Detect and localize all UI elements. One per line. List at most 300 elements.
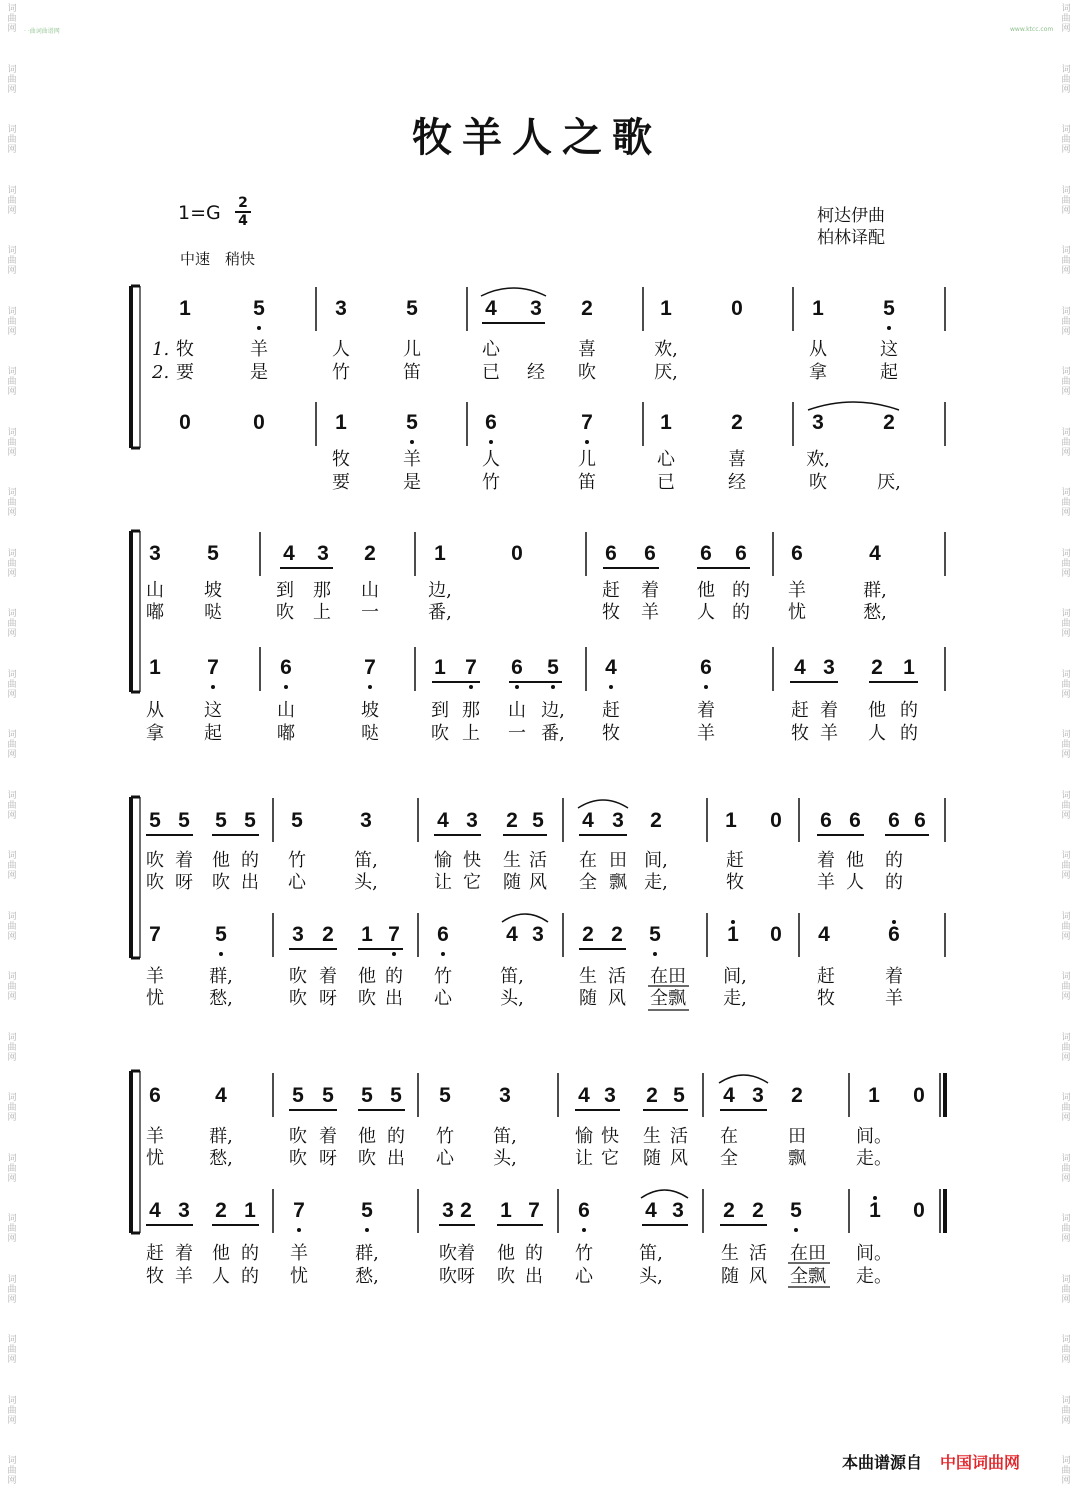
note-voice1: 5	[322, 1084, 334, 1107]
lyric-verse2: 已	[482, 362, 500, 383]
note-voice2: 7	[149, 923, 161, 946]
note-voice1: 1	[868, 1084, 880, 1107]
lyric-voice2-verse2: 心	[434, 988, 452, 1009]
lyric-verse2: 牧	[602, 602, 620, 623]
lyric-voice2-verse1: 赶	[602, 700, 620, 721]
lyric-voice2-verse1: 从	[146, 700, 164, 721]
lyric-verse1: 赶	[726, 850, 744, 871]
lyric-voice2-verse2: 呀	[319, 988, 337, 1009]
note-voice1: 5	[207, 542, 219, 565]
note-voice2: 7	[528, 1199, 540, 1222]
lyric-verse2: 忧	[788, 602, 806, 623]
note-voice1: 3	[466, 809, 478, 832]
slur	[808, 402, 899, 410]
lyric-verse1: 田	[788, 1126, 806, 1147]
lyric-voice2-verse2: 走。	[856, 1266, 892, 1287]
lyric-verse1: 吹	[146, 850, 164, 871]
note-voice1: 5	[244, 809, 256, 832]
lyric-voice2-verse1: 山	[508, 700, 526, 721]
lyric-verse1: 快	[601, 1126, 619, 1147]
watermark-left: 词 曲 网	[7, 609, 17, 639]
lyric-verse1: 他	[846, 850, 864, 871]
lyric-voice2-verse2: 的	[900, 723, 918, 744]
lyric-verse1: 间。	[856, 1126, 892, 1147]
note-voice2: 0	[179, 411, 191, 434]
note-voice1: 3	[317, 542, 329, 565]
watermark-left: 词 曲 网	[7, 64, 17, 95]
note-voice1: 0	[511, 542, 523, 565]
note-voice2: 5	[215, 923, 227, 946]
lyric-verse2: 它	[601, 1148, 619, 1169]
lyric-voice2-verse1: 喜	[728, 449, 746, 470]
note-voice2: 3	[672, 1199, 684, 1222]
note-voice2: 6	[437, 923, 449, 946]
lyric-voice2-verse2: 吹	[431, 723, 449, 744]
lyric-verse2: 的	[732, 602, 750, 623]
footer	[842, 1450, 1020, 1473]
lyric-verse1: 吹	[289, 1126, 307, 1147]
octave-dot-below	[365, 1228, 369, 1232]
note-voice1: 2	[506, 809, 518, 832]
note-voice2: 2	[611, 923, 623, 946]
lyric-verse2: 走,	[644, 872, 668, 893]
lyric-voice2-verse1: 在田	[790, 1243, 826, 1264]
lyric-verse1: 羊	[788, 580, 806, 601]
lyric-voice2-verse1: 这	[204, 700, 222, 721]
footer-site-link[interactable]: 中国词曲网	[940, 1453, 1021, 1472]
watermark-right: 词 曲 网	[1061, 1335, 1071, 1365]
lyric-voice2-verse1: 着	[697, 700, 715, 721]
watermark-right: 词 曲 网	[1061, 911, 1071, 942]
lyric-verse1: 愉	[434, 850, 452, 871]
lyric-verse1: 愉	[575, 1126, 593, 1147]
octave-dot-below	[794, 1228, 798, 1232]
note-voice1: 3	[612, 809, 624, 832]
note-voice2: 1	[434, 656, 446, 679]
watermark-left: 词 曲 网	[7, 548, 17, 579]
lyric-voice2-verse2: 忧	[146, 988, 164, 1009]
watermark-right: 词 曲 网	[1061, 367, 1071, 397]
lyric-voice2-verse2: 出	[385, 988, 403, 1009]
note-voice1: 5	[361, 1084, 373, 1107]
note-voice2: 6	[511, 656, 523, 679]
lyric-verse2: 出	[387, 1148, 405, 1169]
watermark-right: 词 曲 网	[1061, 64, 1071, 95]
lyric-voice2-verse1: 笛,	[639, 1243, 663, 1264]
watermark-left: 词 曲 网	[7, 1456, 17, 1486]
lyric-voice2-verse2: 忧	[290, 1266, 308, 1287]
footer-source: 本曲谱源自	[842, 1453, 923, 1472]
lyric-verse1: 他	[697, 580, 715, 601]
note-voice2: 0	[770, 923, 782, 946]
watermark-right: 词 曲 网	[1061, 972, 1071, 1002]
lyric-voice2-verse1: 那	[462, 700, 480, 721]
note-voice2: 7	[207, 656, 219, 679]
lyric-verse2: 牧	[726, 872, 744, 893]
note-voice1: 4	[437, 809, 449, 832]
lyric-verse2: 番,	[428, 602, 452, 623]
note-voice2: 7	[293, 1199, 305, 1222]
lyric-verse1: 着	[319, 1126, 337, 1147]
watermark-right: 词 曲 网	[1061, 1456, 1071, 1486]
note-voice2: 3	[178, 1199, 190, 1222]
note-voice2: 4	[818, 923, 830, 946]
lyric-voice2-verse1: 儿	[578, 449, 596, 470]
note-voice1: 1	[725, 809, 737, 832]
lyric-verse2: 随	[643, 1148, 661, 1169]
watermark-right: 词 曲 网	[1061, 1214, 1071, 1244]
watermark-right: 词 曲 网	[1061, 1395, 1071, 1426]
watermark-right: 词 曲 网	[1061, 488, 1071, 518]
lyric-verse1: 田	[609, 850, 627, 871]
lyric-voice2-verse2: 经	[728, 472, 746, 493]
lyric-voice2-verse2: 心	[575, 1266, 593, 1287]
note-voice1: 5	[253, 297, 265, 320]
note-voice2: 1	[244, 1199, 256, 1222]
lyric-verse2: 厌,	[654, 362, 678, 383]
watermark-left: 词 曲 网	[7, 1274, 17, 1305]
lyric-verse1: 竹	[436, 1126, 454, 1147]
lyric-voice2-verse2: 吹	[358, 988, 376, 1009]
lyric-verse2: 嘟	[146, 602, 164, 623]
lyric-verse1: 的	[885, 850, 903, 871]
lyric-verse1: 着	[175, 850, 193, 871]
watermark-left: 词 曲 网	[7, 488, 17, 518]
watermark-right: 词 曲 网	[1061, 1153, 1071, 1184]
watermark-left: 词 曲 网	[7, 1395, 17, 1426]
lyric-verse2: 的	[885, 872, 903, 893]
watermark-right: 词 曲 网	[1061, 427, 1071, 458]
lyric-verse1: 坡	[204, 580, 222, 601]
note-voice1: 6	[605, 542, 617, 565]
note-voice1: 1	[434, 542, 446, 565]
note-voice2: 4	[149, 1199, 161, 1222]
watermark-left: 词 曲 网	[7, 185, 17, 216]
lyric-verse2: 吹	[358, 1148, 376, 1169]
watermark-left: 词 曲 网	[7, 246, 17, 276]
lyric-voice2-verse2: 牧	[602, 723, 620, 744]
lyric-voice2-verse2: 牧	[146, 1266, 164, 1287]
lyric-voice2-verse1: 着	[319, 966, 337, 987]
lyric-verse1: 着	[641, 580, 659, 601]
lyric-verse1: 生	[643, 1126, 661, 1147]
note-voice1: 3	[530, 297, 542, 320]
lyric-voice2-verse1: 活	[749, 1243, 767, 1264]
note-voice2: 2	[582, 923, 594, 946]
lyric-voice2-verse2: 全飘	[650, 988, 686, 1009]
lyric-voice2-verse2: 嘟	[277, 723, 295, 744]
lyric-voice2-verse2: 番,	[541, 723, 565, 744]
lyric-voice2-verse1: 赶	[791, 700, 809, 721]
lyric-verse2: 吹	[276, 602, 294, 623]
lyric-verse1: 羊	[146, 1126, 164, 1147]
lyric-verse1: 山	[146, 580, 164, 601]
note-voice2: 1	[361, 923, 373, 946]
lyric-voice2-verse1: 羊	[403, 449, 421, 470]
lyric-voice2-verse1: 着	[885, 966, 903, 987]
lyric-verse1: 在	[720, 1126, 738, 1147]
lyric-verse2: 经	[527, 362, 545, 383]
watermark-left: 词 曲 网	[7, 1153, 17, 1184]
note-voice1: 1	[812, 297, 824, 320]
lyric-voice2-verse2: 随	[579, 988, 597, 1009]
watermark-right: 词 曲 网	[1061, 609, 1071, 639]
lyric-voice2-verse2: 牧	[791, 723, 809, 744]
watermark-right: 词 曲 网	[1061, 125, 1071, 155]
lyric-voice2-verse1: 羊	[146, 966, 164, 987]
lyric-verse2: 让	[434, 872, 452, 893]
lyric-voice2-verse1: 群,	[209, 966, 233, 987]
note-voice2: 0	[913, 1199, 925, 1222]
note-voice1: 2	[646, 1084, 658, 1107]
lyric-voice2-verse1: 牧	[332, 449, 350, 470]
slur	[641, 1190, 688, 1198]
note-voice1: 3	[149, 542, 161, 565]
note-voice2: 6	[280, 656, 292, 679]
watermark-left: 词 曲 网	[7, 1093, 17, 1123]
watermark-left: 词 曲 网	[7, 972, 17, 1002]
octave-dot-below	[368, 685, 372, 689]
octave-dot-below	[551, 685, 555, 689]
lyric-voice2-verse2: 走,	[723, 988, 747, 1009]
lyric-voice2-verse1: 的	[241, 1243, 259, 1264]
note-voice2: 7	[388, 923, 400, 946]
lyric-voice2-verse1: 他	[212, 1243, 230, 1264]
note-voice2: 1	[727, 923, 739, 946]
lyric-voice2-verse1: 的	[900, 700, 918, 721]
note-voice2: 4	[645, 1199, 657, 1222]
lyric-voice2-verse1: 的	[385, 966, 403, 987]
note-voice1: 4	[582, 809, 594, 832]
note-voice2: 4	[506, 923, 518, 946]
lyric-verse2: 头,	[354, 872, 378, 893]
note-voice1: 1	[660, 297, 672, 320]
note-voice1: 5	[673, 1084, 685, 1107]
lyric-voice2-verse2: 吹呀	[439, 1266, 475, 1287]
lyric-verse1: 生	[503, 850, 521, 871]
note-voice2: 2	[731, 411, 743, 434]
watermark-right: 词 曲 网	[1061, 306, 1071, 337]
key-signature: 1=G	[178, 202, 221, 224]
note-voice2: 5	[649, 923, 661, 946]
tempo-marking: 中速 稍快	[180, 250, 256, 268]
watermark-left: 词 曲 网	[7, 1214, 17, 1244]
lyric-verse1: 牧	[176, 339, 194, 360]
lyric-verse2: 吹	[289, 1148, 307, 1169]
watermark-right: 词 曲 网	[1061, 1093, 1071, 1123]
lyric-verse2: 风	[670, 1148, 688, 1169]
note-voice1: 5	[149, 809, 161, 832]
lyric-voice2-verse1: 在田	[650, 966, 686, 987]
lyric-verse2: 呀	[319, 1148, 337, 1169]
watermark-left: 词 曲 网	[7, 911, 17, 942]
lyric-voice2-verse1: 欢,	[806, 449, 830, 470]
note-voice1: 6	[914, 809, 926, 832]
lyric-voice2-verse1: 他	[868, 700, 886, 721]
lyric-voice2-verse2: 拿	[146, 723, 164, 744]
lyric-voice2-verse2: 一	[508, 723, 526, 744]
lyric-verse2: 人	[697, 602, 715, 623]
lyric-verse1: 活	[529, 850, 547, 871]
lyric-voice2-verse1: 着	[820, 700, 838, 721]
lyric-voice2-verse2: 随	[721, 1266, 739, 1287]
time-signature-top: 2	[238, 195, 248, 211]
lyric-verse1: 的	[241, 850, 259, 871]
note-voice2: 3	[442, 1199, 454, 1222]
lyric-verse2: 随	[503, 872, 521, 893]
lyric-verse1: 着	[817, 850, 835, 871]
watermark-left: 词 曲 网	[7, 125, 17, 155]
lyric-verse1: 群,	[863, 580, 887, 601]
lyric-verse2: 风	[529, 872, 547, 893]
lyric-verse2: 是	[250, 362, 268, 383]
watermark-right: 词 曲 网	[1061, 851, 1071, 881]
lyric-verse1: 在	[579, 850, 597, 871]
lyric-verse2: 呀	[175, 872, 193, 893]
watermark-right: 词 曲 网	[1061, 1274, 1071, 1305]
lyric-verse2: 飘	[609, 872, 627, 893]
lyric-voice2-verse1: 生	[579, 966, 597, 987]
octave-dot-below	[211, 685, 215, 689]
lyric-verse1: 笛,	[354, 850, 378, 871]
note-voice2: 5	[406, 411, 418, 434]
slur	[502, 914, 548, 922]
note-voice2: 6	[578, 1199, 590, 1222]
note-voice1: 6	[849, 809, 861, 832]
note-voice1: 5	[532, 809, 544, 832]
lyric-voice2-verse1: 到	[431, 700, 449, 721]
lyric-verse2: 愁,	[209, 1148, 233, 1169]
lyric-verse2: 羊	[817, 872, 835, 893]
lyric-voice2-verse2: 哒	[361, 723, 379, 744]
lyric-verse1: 间,	[644, 850, 668, 871]
lyric-voice2-verse2: 头,	[639, 1266, 663, 1287]
lyric-voice2-verse1: 群,	[355, 1243, 379, 1264]
lyric-verse2: 全	[579, 872, 597, 893]
note-voice2: 6	[700, 656, 712, 679]
lyric-verse2: 全	[720, 1148, 738, 1169]
lyric-voice2-verse1: 边,	[541, 700, 565, 721]
lyric-voice2-verse1: 坡	[361, 700, 379, 721]
note-voice2: 2	[723, 1199, 735, 1222]
octave-dot-below	[469, 685, 473, 689]
octave-dot-below	[219, 952, 223, 956]
note-voice1: 6	[735, 542, 747, 565]
credits	[817, 205, 885, 249]
note-voice2: 2	[322, 923, 334, 946]
lyric-verse1: 心	[482, 339, 500, 360]
lyric-verse2: 忧	[146, 1148, 164, 1169]
lyric-verse1: 竹	[288, 850, 306, 871]
lyric-voice2-verse1: 赶	[817, 966, 835, 987]
lyric-voice2-verse2: 羊	[885, 988, 903, 1009]
note-voice1: 5	[178, 809, 190, 832]
time-signature	[235, 196, 251, 228]
lyric-verse2: 起	[880, 362, 898, 383]
watermark-left: 词 曲 网	[7, 1032, 17, 1063]
note-voice1: 5	[291, 809, 303, 832]
lyric-verse2: 竹	[332, 362, 350, 383]
note-voice2: 7	[364, 656, 376, 679]
octave-dot-below	[609, 685, 613, 689]
note-voice1: 5	[406, 297, 418, 320]
watermark-left: 词 曲 网	[7, 790, 17, 821]
lyric-verse2: 2.	[152, 362, 170, 383]
note-voice2: 1	[660, 411, 672, 434]
lyric-voice2-verse2: 厌,	[877, 472, 901, 493]
lyric-voice2-verse2: 羊	[820, 723, 838, 744]
octave-dot-below	[582, 1228, 586, 1232]
lyric-voice2-verse1: 活	[608, 966, 626, 987]
lyric-verse1: 的	[732, 580, 750, 601]
note-voice2: 3	[823, 656, 835, 679]
lyric-verse2: 让	[575, 1148, 593, 1169]
note-voice2: 3	[532, 923, 544, 946]
octave-dot-below	[704, 685, 708, 689]
lyric-voice2-verse1: 吹	[289, 966, 307, 987]
watermark-left: 词 曲 网	[7, 367, 17, 397]
lyric-voice2-verse2: 牧	[817, 988, 835, 1009]
lyric-verse2: 吹	[212, 872, 230, 893]
lyric-voice2-verse1: 笛,	[500, 966, 524, 987]
lyric-verse2: 上	[313, 602, 331, 623]
lyric-voice2-verse2: 吹	[809, 472, 827, 493]
lyric-verse1: 快	[463, 850, 481, 871]
slur	[481, 288, 546, 296]
note-voice2: 1	[149, 656, 161, 679]
corner-mark-left: · ·曲词曲谱网	[24, 28, 60, 35]
lyric-voice2-verse2: 风	[608, 988, 626, 1009]
lyric-voice2-verse2: 笛	[578, 472, 596, 493]
lyric-voice2-verse1: 的	[525, 1243, 543, 1264]
note-voice1: 3	[752, 1084, 764, 1107]
watermark-left: 词 曲 网	[7, 851, 17, 881]
note-voice1: 5	[439, 1084, 451, 1107]
lyric-voice2-verse1: 间。	[856, 1243, 892, 1264]
lyric-verse2: 哒	[204, 602, 222, 623]
lyric-verse2: 羊	[641, 602, 659, 623]
lyric-verse1: 人	[332, 339, 350, 360]
watermark-right: 词 曲 网	[1061, 185, 1071, 216]
octave-dot-below	[410, 440, 414, 444]
octave-dot-below	[297, 1228, 301, 1232]
lyric-verse1: 1.	[152, 339, 170, 360]
lyric-voice2-verse2: 吹	[497, 1266, 515, 1287]
note-voice1: 6	[644, 542, 656, 565]
lyric-verse2: 心	[288, 872, 306, 893]
lyric-voice2-verse2: 愁,	[209, 988, 233, 1009]
lyric-voice2-verse2: 风	[749, 1266, 767, 1287]
lyric-verse1: 山	[361, 580, 379, 601]
lyric-verse2: 走。	[856, 1148, 892, 1169]
lyric-verse1: 活	[670, 1126, 688, 1147]
lyric-voice2-verse1: 他	[358, 966, 376, 987]
note-voice2: 6	[888, 923, 900, 946]
note-voice2: 2	[871, 656, 883, 679]
octave-dot-below	[284, 685, 288, 689]
note-voice1: 2	[364, 542, 376, 565]
octave-dot-below	[653, 952, 657, 956]
composer: 柯达伊曲	[817, 206, 885, 226]
lyric-verse2: 飘	[788, 1148, 806, 1169]
note-voice2: 1	[335, 411, 347, 434]
note-voice1: 5	[292, 1084, 304, 1107]
note-voice1: 2	[650, 809, 662, 832]
lyric-voice2-verse1: 赶	[146, 1243, 164, 1264]
lyric-voice2-verse2: 羊	[175, 1266, 193, 1287]
note-voice2: 3	[812, 411, 824, 434]
note-voice1: 6	[791, 542, 803, 565]
